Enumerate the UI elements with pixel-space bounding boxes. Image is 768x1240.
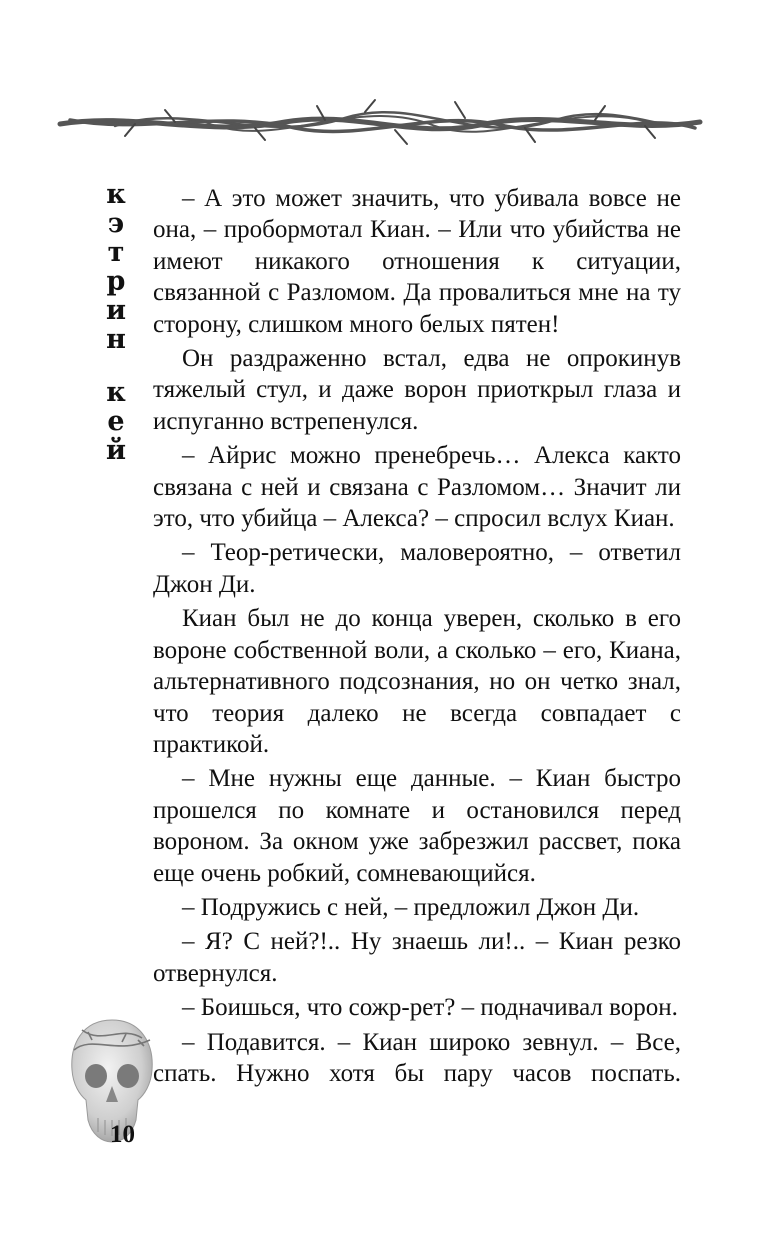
paragraph: Киан был не до конца уверен, сколько в его вороне собственной воли, а сколько – его, Киана, альтернативного подсознания, но он четко знал, что теория далеко не всегда совпадает с практикой. <box>153 605 681 758</box>
paragraph: – Подавится. – Киан широко зевнул. – Все, спать. Нужно хотя бы пару часов поспать. <box>153 1028 681 1087</box>
author-letter: т <box>107 237 125 268</box>
body-text <box>153 183 681 1092</box>
paragraph: – Айрис можно пренебречь… Алекса както связана с ней и связана с Разломом… Значит ли это, что убийца – Алекса? – спросил вслух Киан. <box>153 442 681 533</box>
author-letter: э <box>107 208 125 239</box>
page-number: 10 <box>110 1121 135 1148</box>
author-letter: р <box>106 266 126 297</box>
author-letter: к <box>106 377 126 408</box>
thorny-branch-ornament <box>55 82 705 162</box>
author-letter: к <box>106 179 126 210</box>
paragraph: – Теор-ретически, маловероятно, – ответил Джон Ди. <box>153 539 681 598</box>
paragraph: – Мне нужны еще данные. – Киан быстро прошелся по комнате и остановился перед вороном. За окном уже забрезжил рассвет, пока еще очень робкий, сомневающийся. <box>153 765 681 887</box>
paragraph: – Подружись с ней, – предложил Джон Ди. <box>182 893 640 921</box>
paragraph: Он раздраженно встал, едва не опрокинув тяжелый стул, и даже ворон приоткрыл глаза и испуганно встрепенулся. <box>153 345 681 435</box>
author-letter: е <box>107 406 125 437</box>
paragraph: – А это может значить, что убивала вовсе не она, – пробормотал Киан. – Или что убийства не имеют никакого отношения к ситуации, связанной с Разломом. Да провалиться мне на ту сторону, слишком много белых пятен! <box>153 185 681 338</box>
author-name-vertical <box>98 180 134 465</box>
author-letter: н <box>106 324 126 355</box>
paragraph: – Я? С ней?!.. Ну знаешь ли!.. – Киан резко отвернулся. <box>153 928 681 987</box>
author-letter: и <box>105 295 127 326</box>
paragraph: – Боишься, что сожр-рет? – подначивал ворон. <box>182 994 678 1022</box>
author-letter: й <box>105 435 127 466</box>
